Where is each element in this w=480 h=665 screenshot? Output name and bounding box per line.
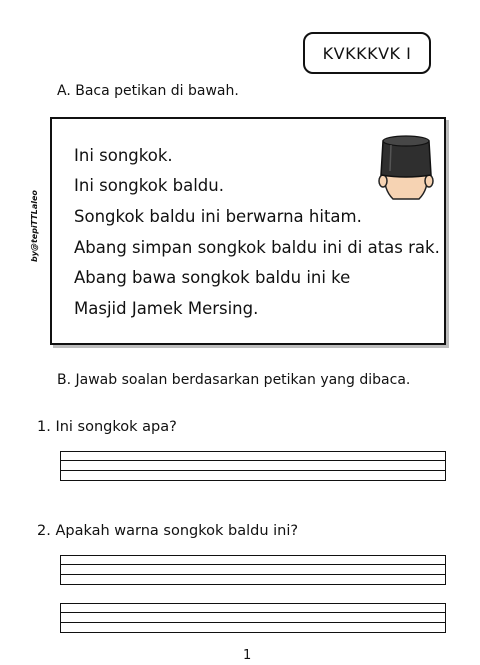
section-a-instruction: A. Baca petikan di bawah. (57, 83, 239, 99)
writing-rule (61, 470, 445, 471)
answer-lines-2a[interactable] (60, 555, 446, 585)
question-1: 1. Ini songkok apa? (37, 419, 177, 435)
passage-line: Ini songkok. (74, 146, 173, 165)
writing-rule (61, 612, 445, 613)
reading-passage-box (50, 117, 446, 345)
songkok-icon (375, 131, 437, 201)
passage-line: Abang simpan songkok baldu ini di atas rak. (74, 238, 440, 257)
passage-line: Ini songkok baldu. (74, 176, 224, 195)
passage-line: Masjid Jamek Mersing. (74, 299, 259, 318)
author-credit: by@tepiTTLaleo (30, 190, 39, 262)
passage-line: Songkok baldu ini berwarna hitam. (74, 207, 362, 226)
worksheet-code-badge (303, 32, 431, 74)
passage-line: Abang bawa songkok baldu ini ke (74, 268, 351, 287)
answer-lines-2b[interactable] (60, 603, 446, 633)
writing-rule (61, 574, 445, 575)
writing-rule (61, 622, 445, 623)
writing-rule (61, 460, 445, 461)
page-number: 1 (243, 648, 252, 663)
writing-rule (61, 564, 445, 565)
worksheet-code: KVKKKVK I (322, 43, 412, 63)
question-2: 2. Apakah warna songkok baldu ini? (37, 523, 299, 539)
answer-lines-1[interactable] (60, 451, 446, 481)
section-b-instruction: B. Jawab soalan berdasarkan petikan yang dibaca. (57, 372, 411, 388)
